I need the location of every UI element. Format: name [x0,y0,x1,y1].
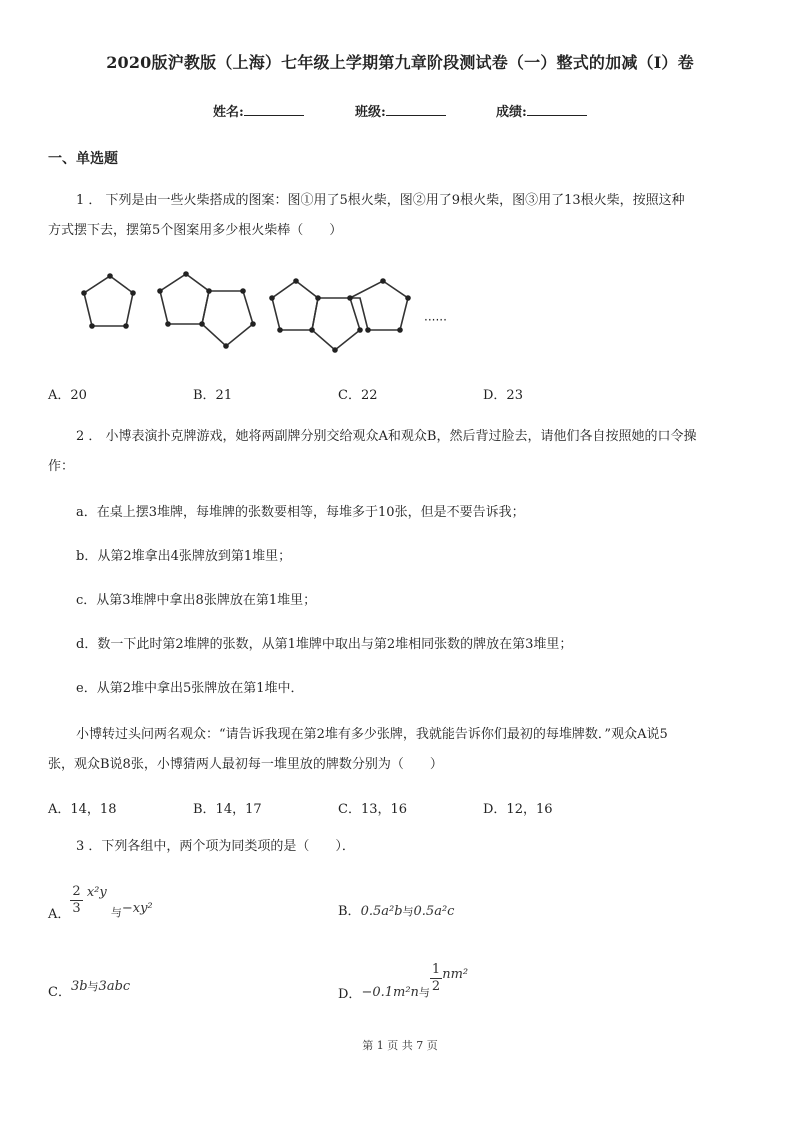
section-heading: 一、单选题 [48,151,118,167]
q3-d-fraction [430,962,442,995]
q3-a-term2: −xy² [121,901,153,916]
page-footer: 第 1 页 共 7 页 [362,1039,438,1052]
q2-para-line2: 张，观众B说8张，小博猜两人最初每一堆里放的牌数分别为（ ） [48,757,443,772]
pentagon-2a [160,274,209,324]
q1-text-line2: 方式摆下去，摆第5个图案用多少根火柴棒（ ） [48,223,343,238]
score-label: 成绩: [496,105,527,120]
q3-b-with: 与 [402,905,414,918]
q3-d-term1: −0.1m²n [361,985,419,1000]
q1-option-b[interactable]: B．21 [193,388,233,403]
pentagon-3b [312,298,360,350]
q3-a-numerator: 2 [72,884,81,899]
pentagon-3c [350,281,408,330]
q2-para-line1: 小博转过头问两名观众：“请告诉我现在第2堆有多少张牌，我就能告诉你们最初的每堆牌数．”观众A说5 [76,727,668,742]
q3-option-b-label: B． [338,904,361,919]
score-field [496,101,587,120]
q3-option-d[interactable] [338,962,468,1002]
q2-step-b: b．从第2堆拿出4张牌放到第1堆里； [76,549,292,564]
q1-option-a[interactable]: A．20 [48,388,87,403]
q2-option-b[interactable]: B．14，17 [193,802,262,817]
q2-step-a: a．在桌上摆3堆牌，每堆牌的张数要相等，每堆多于10张，但是不要告诉我； [76,505,525,520]
matchstick-figure [78,266,454,354]
q2-text-line2: 作： [48,459,75,474]
q2-option-a[interactable]: A．14，18 [48,802,117,817]
class-label: 班级: [355,105,386,120]
q3-c-term1: 3b [70,979,88,994]
class-field [355,101,446,120]
q3-d-term2: nm² [442,967,469,982]
class-blank [386,103,446,116]
name-field [213,101,304,120]
q2-step-e: e．从第2堆中拿出5张牌放在第1堆中． [76,681,304,696]
q1-text-line1: 1 ． 下列是由一些火柴搭成的图案：图①用了5根火柴，图②用了9根火柴，图③用了13根火柴，按照这种 [76,193,685,208]
q3-a-with: 与 [110,906,122,919]
q3-b-term1: 0.5a²b [360,904,403,919]
page-title: 2020版沪教版（上海）七年级上学期第九章阶段测试卷（一）整式的加减（I）卷 [106,53,694,72]
q3-a-term1: x²y [86,885,107,900]
continuation-dots: ······ [424,313,447,327]
score-blank [527,103,587,116]
q3-option-a[interactable] [48,884,153,922]
q2-step-d: d．数一下此时第2堆牌的张数，从第1堆牌中取出与第2堆相同张数的牌放在第3堆里； [76,637,573,652]
pentagon-3a [272,281,318,330]
q3-c-with: 与 [87,980,99,993]
q3-option-b[interactable] [338,900,454,919]
q1-option-d[interactable]: D．23 [483,388,523,403]
q2-text-line1: 2 ． 小博表演扑克牌游戏，她将两副牌分别交给观众A和观众B，然后背过脸去，请他们各自按照她的口令操 [76,429,697,444]
q3-c-term2: 3abc [98,979,131,994]
q3-d-numerator: 1 [431,962,441,977]
q2-option-d[interactable]: D．12，16 [483,802,553,817]
q3-option-c[interactable] [48,978,130,1000]
q1-option-c[interactable]: C．22 [338,388,378,403]
q3-text: 3 ．下列各组中，两个项为同类项的是（ ）． [76,839,355,854]
q3-a-fraction [70,884,82,917]
q3-d-denominator: 2 [431,979,441,994]
name-label: 姓名: [213,105,244,120]
q3-a-denominator: 3 [72,901,81,916]
name-blank [244,103,304,116]
q2-option-c[interactable]: C．13，16 [338,802,408,817]
pentagon-1 [84,276,133,326]
q3-b-term2: 0.5a²c [413,904,455,919]
q3-d-with: 与 [418,986,430,999]
pentagon-2b [202,291,253,346]
q2-step-c: c．从第3堆牌中拿出8张牌放在第1堆里； [76,593,317,608]
q3-option-d-label: D． [338,987,362,1002]
q3-option-c-label: C． [48,985,71,1000]
q3-option-a-label: A． [48,907,71,922]
